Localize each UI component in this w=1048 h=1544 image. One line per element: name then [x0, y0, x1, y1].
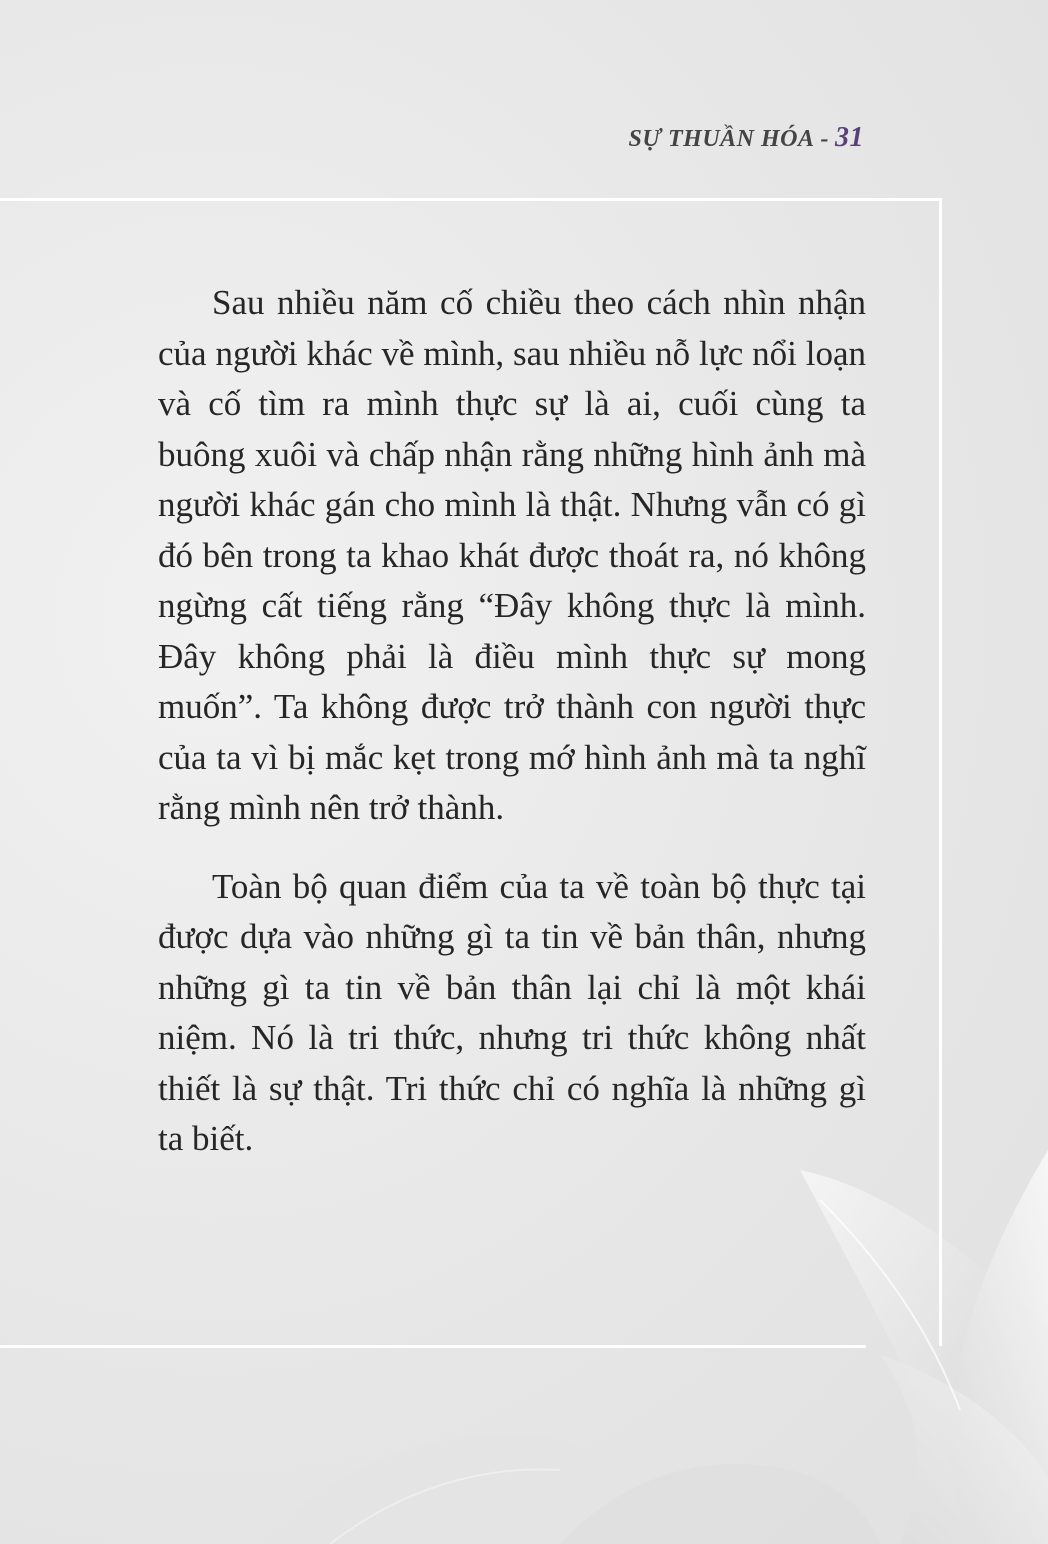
frame-bottom-line [0, 1345, 866, 1348]
frame-right-line [939, 198, 942, 1346]
running-header [629, 122, 864, 154]
paragraph-1: Sau nhiều năm cố chiều theo cách nhìn nhận của người khác về mình, sau nhiều nỗ lực nổi loạn và cố tìm ra mình thực sự là ai, cuối cùng ta buông xuôi và chấp nhận rằng những hình ảnh mà người khác gán cho mình là thật. Nhưng vẫn có gì đó bên trong ta khao khát được thoát ra, nó không ngừng cất tiếng rằng “Đây không thực là mình. Đây không phải là điều mình thực sự mong muốn”. Ta không được trở thành con người thực của ta vì bị mắc kẹt trong mớ hình ảnh mà ta nghĩ rằng mình nên trở thành. [158, 283, 866, 827]
body-text [158, 278, 866, 1165]
page-number: 31 [835, 122, 864, 153]
frame-top-line [0, 198, 942, 201]
chapter-title: SỰ THUẦN HÓA [628, 126, 815, 152]
header-separator: - [820, 126, 829, 152]
paragraph-2: Toàn bộ quan điểm của ta về toàn bộ thực tại được dựa vào những gì ta tin về bản thân, nhưng những gì ta tin về bản thân lại chỉ là một khái niệm. Nó là tri thức, nhưng tri thức không nhất thiết là sự thật. Tri thức chỉ có nghĩa là những gì ta biết. [158, 866, 866, 1158]
